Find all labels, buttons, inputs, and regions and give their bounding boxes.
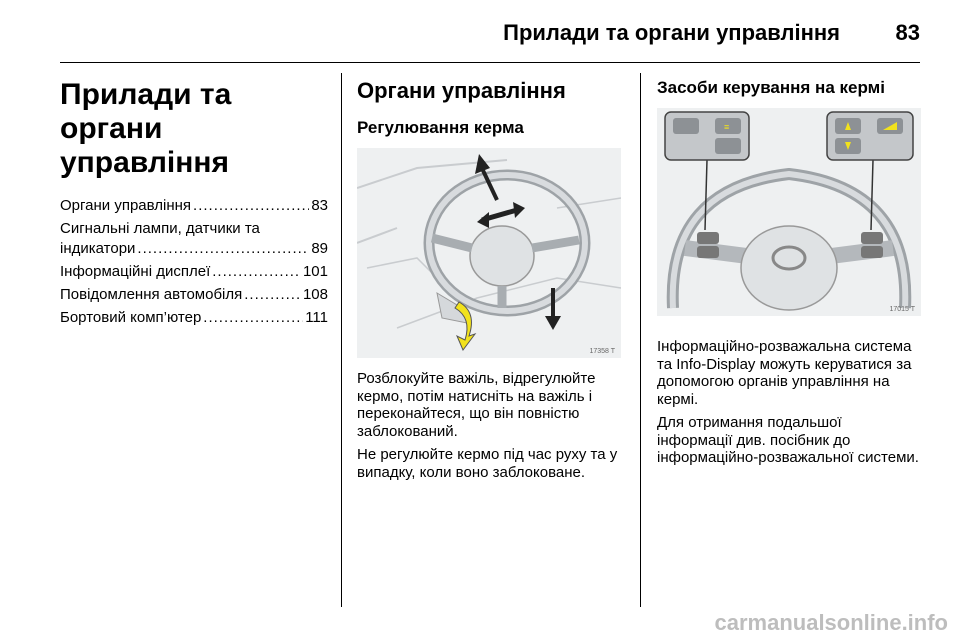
toc-item-page: 108 bbox=[302, 286, 328, 303]
reference-text: Для отримання подальшої інформації див. посібник до інформаційно-розважальної системи. bbox=[657, 414, 919, 466]
toc-item-label: Інформаційні дисплеї bbox=[60, 263, 211, 280]
toc-leader-dots bbox=[193, 196, 309, 216]
svg-text:≡: ≡ bbox=[724, 122, 730, 132]
toc-item[interactable] bbox=[60, 285, 328, 305]
wheel-controls-figure bbox=[657, 108, 921, 316]
chapter-column bbox=[60, 78, 328, 331]
toc-item-label: Сигнальні лампи, датчики та bbox=[60, 220, 260, 237]
toc-item-page: 83 bbox=[311, 197, 328, 214]
subsection-title: Регулювання керма bbox=[357, 118, 524, 137]
section-title: Органи управління bbox=[357, 78, 566, 103]
page-header bbox=[60, 0, 920, 63]
toc-item-page: 89 bbox=[311, 240, 328, 257]
toc-item[interactable] bbox=[60, 196, 328, 216]
page-number: 83 bbox=[895, 20, 920, 45]
figure-code: 17358 T bbox=[589, 348, 615, 355]
figure-code: 17015 T bbox=[889, 306, 915, 313]
toc-item-label: Органи управління bbox=[60, 197, 192, 214]
column-divider-1 bbox=[341, 73, 342, 607]
toc-leader-dots bbox=[244, 285, 301, 305]
wheel-controls-column bbox=[657, 78, 921, 473]
column-divider-2 bbox=[640, 73, 641, 607]
toc-item[interactable] bbox=[60, 262, 328, 282]
steering-adjustment-figure bbox=[357, 148, 621, 358]
controls-column bbox=[357, 78, 623, 487]
toc-item[interactable] bbox=[60, 219, 328, 259]
toc-item-page: 101 bbox=[302, 263, 328, 280]
toc-item-label: Повідомлення автомобіля bbox=[60, 286, 243, 303]
chapter-title: Прилади та органи управління bbox=[60, 78, 232, 179]
instruction-text: Розблокуйте важіль, відрегулюйте кермо, потім натисніть на важіль і переконайтеся, що він повністю заблокований. bbox=[357, 370, 596, 440]
toc-item-label: індикатори bbox=[60, 240, 136, 257]
toc-leader-dots bbox=[137, 239, 309, 259]
warning-text: Не регулюйте кермо під час руху та у випадку, коли воно заблоковане. bbox=[357, 446, 618, 481]
wheel-controls-illustration bbox=[657, 108, 921, 316]
toc-item-label: Бортовий комп’ютер bbox=[60, 309, 202, 326]
header-title: Прилади та органи управління bbox=[503, 20, 840, 45]
steering-wheel-illustration bbox=[357, 148, 621, 358]
toc-leader-dots bbox=[203, 308, 303, 328]
description-text: Інформаційно-розважальна система та Info-Display можуть керуватися за допомогою органів управління на кермі. bbox=[657, 338, 912, 408]
toc-leader-dots bbox=[212, 262, 301, 282]
subsection-title: Засоби керування на кермі bbox=[657, 78, 885, 97]
watermark: carmanualsonline.info bbox=[714, 610, 948, 635]
toc-item[interactable] bbox=[60, 308, 328, 328]
toc-item-page: 111 bbox=[305, 309, 328, 326]
